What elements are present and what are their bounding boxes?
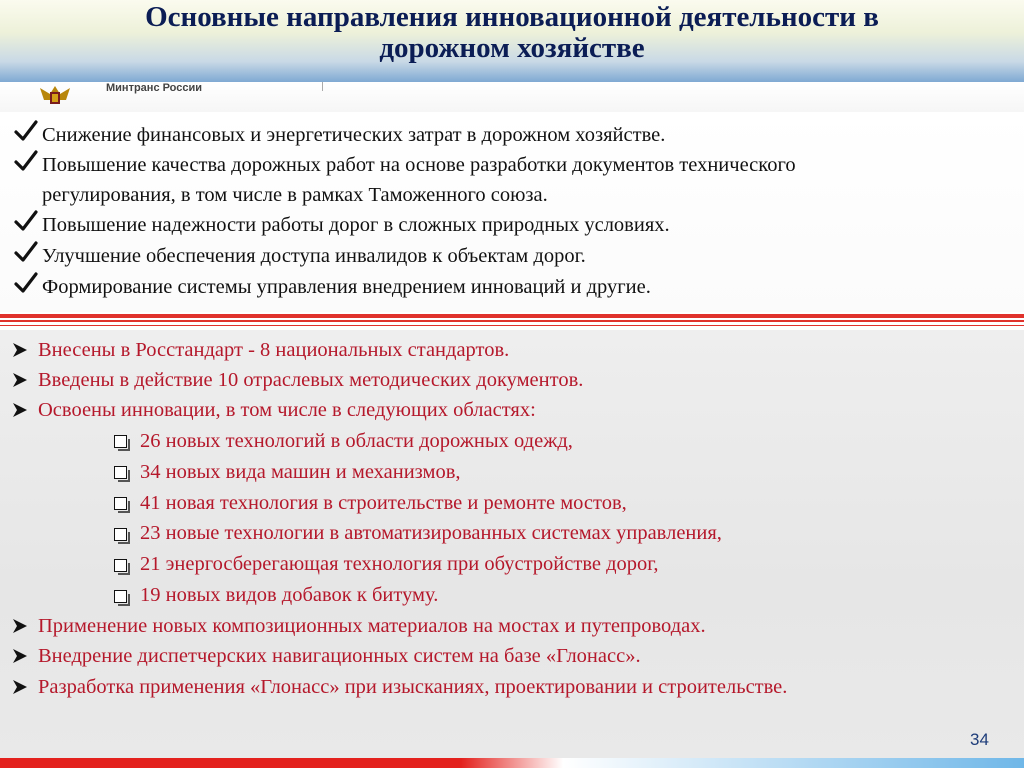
square-bullet-icon xyxy=(114,528,127,541)
page-number: 34 xyxy=(970,730,989,749)
square-bullet-icon xyxy=(114,435,127,448)
direction-item-continuation: регулирования, в том числе в рамках Таможенного союза. xyxy=(42,184,548,206)
ministry-label: Минтранс России xyxy=(106,82,203,94)
result-item: Внесены в Росстандарт - 8 национальных стандартов. xyxy=(38,339,510,361)
coat-of-arms-icon xyxy=(38,84,72,106)
innovation-item: 21 энергосберегающая технология при обустройстве дорог, xyxy=(140,553,659,575)
square-bullet-icon xyxy=(114,559,127,572)
direction-item: Повышение надежности работы дорог в сложных природных условиях. xyxy=(42,214,670,236)
result-item: Применение новых композиционных материалов на мостах и путепроводах. xyxy=(38,615,706,637)
innovation-item: 26 новых технологий в области дорожных одежд, xyxy=(140,430,573,452)
result-item: Разработка применения «Глонасс» при изысканиях, проектировании и строительстве. xyxy=(38,676,788,698)
check-icon xyxy=(14,150,38,172)
innovation-item: 23 новые технологии в автоматизированных системах управления, xyxy=(140,522,722,544)
arrow-bullet-icon xyxy=(12,618,28,634)
arrow-bullet-icon xyxy=(12,342,28,358)
check-icon xyxy=(14,120,38,142)
section-divider-thin xyxy=(0,320,1024,322)
check-icon xyxy=(14,272,38,294)
check-icon xyxy=(14,241,38,263)
section-divider-hairline xyxy=(0,325,1024,326)
direction-item: Формирование системы управления внедрением инноваций и другие. xyxy=(42,276,651,298)
bottom-color-band xyxy=(0,758,1024,768)
square-bullet-icon xyxy=(114,466,127,479)
slide-title xyxy=(0,2,1024,64)
result-item: Введены в действие 10 отраслевых методических документов. xyxy=(38,369,584,391)
divider-tick xyxy=(322,82,323,91)
slide-title-line-1: Основные направления инновационной деятельности в xyxy=(145,1,879,33)
direction-item: Улучшение обеспечения доступа инвалидов к объектам дорог. xyxy=(42,245,586,267)
arrow-bullet-icon xyxy=(12,679,28,695)
arrow-bullet-icon xyxy=(12,372,28,388)
direction-item: Снижение финансовых и энергетических затрат в дорожном хозяйстве. xyxy=(42,124,666,146)
result-item: Внедрение диспетчерских навигационных систем на базе «Глонасс». xyxy=(38,645,641,667)
square-bullet-icon xyxy=(114,497,127,510)
innovation-item: 19 новых видов добавок к битуму. xyxy=(140,584,439,606)
direction-item: Повышение качества дорожных работ на основе разработки документов технического xyxy=(42,154,796,176)
arrow-bullet-icon xyxy=(12,648,28,664)
square-bullet-icon xyxy=(114,590,127,603)
check-icon xyxy=(14,210,38,232)
result-item: Освоены инновации, в том числе в следующих областях: xyxy=(38,399,536,421)
slide-title-line-2: дорожном хозяйстве xyxy=(379,32,645,64)
section-divider xyxy=(0,314,1024,318)
arrow-bullet-icon xyxy=(12,402,28,418)
innovation-item: 34 новых вида машин и механизмов, xyxy=(140,461,461,483)
innovation-item: 41 новая технология в строительстве и ремонте мостов, xyxy=(140,492,627,514)
